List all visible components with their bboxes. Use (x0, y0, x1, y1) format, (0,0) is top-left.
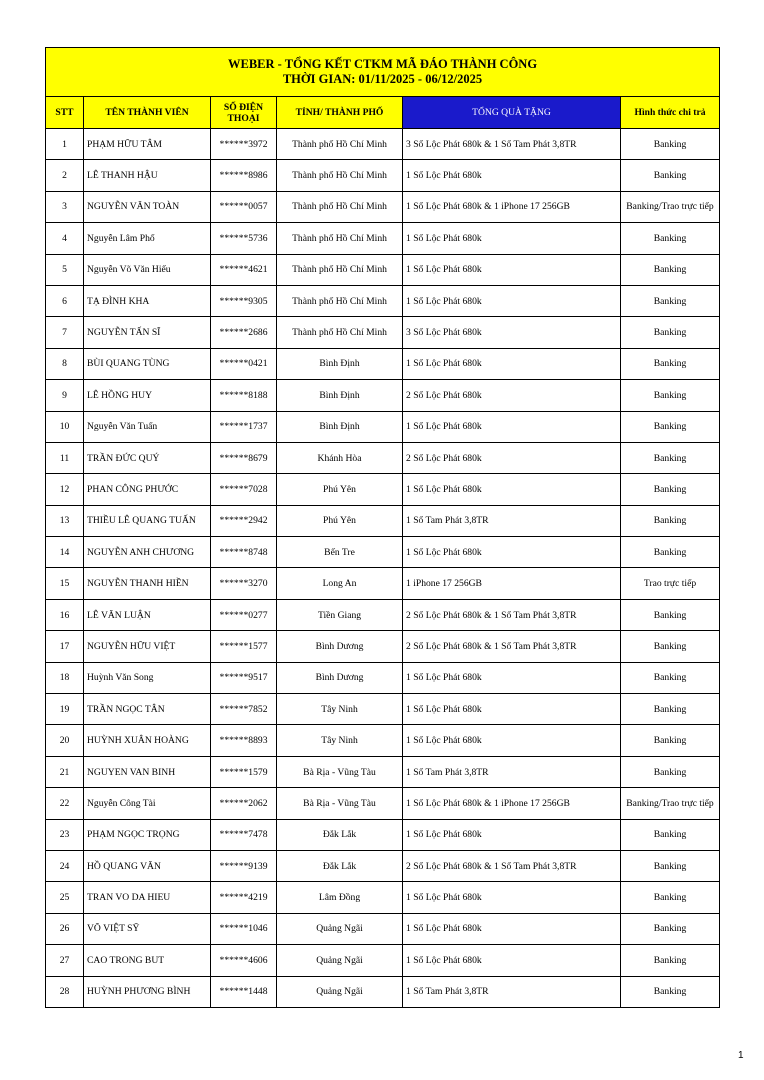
table-row (46, 882, 720, 913)
cell-payment: Banking (621, 976, 720, 1007)
cell-name: LÊ HỒNG HUY (84, 380, 211, 411)
cell-name: TRẦN NGỌC TÂN (84, 694, 211, 725)
cell-payment: Banking (621, 411, 720, 442)
table-row (46, 505, 720, 536)
cell-phone: ******0421 (211, 348, 277, 379)
cell-gift: 1 Sổ Lộc Phát 680k (403, 662, 621, 693)
cell-gift: 1 Sổ Lộc Phát 680k (403, 160, 621, 191)
cell-stt: 13 (46, 505, 84, 536)
cell-name: HUỲNH XUÂN HOÀNG (84, 725, 211, 756)
cell-name: TRẦN ĐỨC QUÝ (84, 442, 211, 473)
cell-stt: 22 (46, 788, 84, 819)
cell-phone: ******9305 (211, 285, 277, 316)
cell-name: PHAN CÔNG PHƯỚC (84, 474, 211, 505)
cell-stt: 1 (46, 129, 84, 160)
table-row (46, 913, 720, 944)
cell-phone: ******1577 (211, 631, 277, 662)
cell-province: Bến Tre (277, 537, 403, 568)
cell-payment: Banking (621, 348, 720, 379)
cell-gift: 2 Sổ Lộc Phát 680k & 1 Sổ Tam Phát 3,8TR (403, 631, 621, 662)
cell-phone: ******2942 (211, 505, 277, 536)
cell-payment: Banking (621, 505, 720, 536)
cell-province: Đắk Lắk (277, 850, 403, 881)
table-row (46, 631, 720, 662)
cell-phone: ******1579 (211, 756, 277, 787)
cell-name: NGUYỄN VĂN TOÀN (84, 191, 211, 222)
cell-stt: 12 (46, 474, 84, 505)
cell-gift: 1 Sổ Lộc Phát 680k & 1 iPhone 17 256GB (403, 788, 621, 819)
cell-gift: 2 Sổ Lộc Phát 680k (403, 442, 621, 473)
cell-phone: ******1448 (211, 976, 277, 1007)
cell-province: Quảng Ngãi (277, 913, 403, 944)
cell-province: Thành phố Hồ Chí Minh (277, 285, 403, 316)
cell-stt: 26 (46, 913, 84, 944)
table-row (46, 599, 720, 630)
cell-name: TRAN VO DA HIEU (84, 882, 211, 913)
cell-province: Bình Định (277, 380, 403, 411)
cell-gift: 2 Sổ Lộc Phát 680k & 1 Sổ Tam Phát 3,8TR (403, 850, 621, 881)
cell-province: Bình Dương (277, 631, 403, 662)
cell-payment: Banking/Trao trực tiếp (621, 191, 720, 222)
cell-stt: 3 (46, 191, 84, 222)
cell-payment: Banking (621, 850, 720, 881)
cell-province: Thành phố Hồ Chí Minh (277, 223, 403, 254)
cell-phone: ******2686 (211, 317, 277, 348)
cell-gift: 1 Sổ Lộc Phát 680k (403, 725, 621, 756)
header-stt: STT (46, 97, 84, 129)
cell-province: Phú Yên (277, 474, 403, 505)
header-payment: Hình thức chi trả (621, 97, 720, 129)
table-row (46, 348, 720, 379)
cell-name: BÙI QUANG TÙNG (84, 348, 211, 379)
cell-province: Long An (277, 568, 403, 599)
cell-payment: Banking (621, 380, 720, 411)
cell-province: Bình Định (277, 348, 403, 379)
cell-phone: ******9517 (211, 662, 277, 693)
table-row (46, 568, 720, 599)
cell-province: Quảng Ngãi (277, 945, 403, 976)
cell-province: Thành phố Hồ Chí Minh (277, 317, 403, 348)
cell-province: Bình Định (277, 411, 403, 442)
cell-name: PHẠM NGỌC TRỌNG (84, 819, 211, 850)
cell-phone: ******1737 (211, 411, 277, 442)
cell-gift: 1 Sổ Lộc Phát 680k (403, 694, 621, 725)
cell-name: Nguyễn Văn Tuấn (84, 411, 211, 442)
cell-name: NGUYỄN THANH HIỀN (84, 568, 211, 599)
cell-stt: 14 (46, 537, 84, 568)
title-line-1: WEBER - TỔNG KẾT CTKM MÃ ĐÁO THÀNH CÔNG (227, 57, 538, 71)
cell-gift: 2 Sổ Lộc Phát 680k & 1 Sổ Tam Phát 3,8TR (403, 599, 621, 630)
cell-stt: 25 (46, 882, 84, 913)
table-row (46, 474, 720, 505)
cell-stt: 10 (46, 411, 84, 442)
cell-gift: 1 Sổ Lộc Phát 680k (403, 285, 621, 316)
cell-payment: Banking (621, 474, 720, 505)
cell-payment: Banking (621, 819, 720, 850)
cell-gift: 1 Sổ Lộc Phát 680k (403, 223, 621, 254)
table-row (46, 223, 720, 254)
table-row (46, 254, 720, 285)
header-gift (403, 97, 621, 129)
cell-name: NGUYỄN ANH CHƯƠNG (84, 537, 211, 568)
cell-name: THIỀU LÊ QUANG TUẤN (84, 505, 211, 536)
cell-phone: ******4621 (211, 254, 277, 285)
table-row (46, 537, 720, 568)
cell-province: Thành phố Hồ Chí Minh (277, 160, 403, 191)
cell-phone: ******3270 (211, 568, 277, 599)
cell-payment: Banking (621, 913, 720, 944)
cell-stt: 15 (46, 568, 84, 599)
cell-name: LÊ VĂN LUẬN (84, 599, 211, 630)
cell-stt: 17 (46, 631, 84, 662)
cell-stt: 11 (46, 442, 84, 473)
cell-stt: 19 (46, 694, 84, 725)
cell-payment: Banking (621, 254, 720, 285)
cell-payment: Banking (621, 129, 720, 160)
table-row (46, 317, 720, 348)
table-row (46, 976, 720, 1007)
cell-phone: ******9139 (211, 850, 277, 881)
cell-phone: ******3972 (211, 129, 277, 160)
cell-gift: 1 Sổ Lộc Phát 680k (403, 537, 621, 568)
cell-phone: ******8986 (211, 160, 277, 191)
title-block (46, 48, 720, 97)
cell-name: VÕ VIỆT SỸ (84, 913, 211, 944)
table-row (46, 411, 720, 442)
cell-province: Thành phố Hồ Chí Minh (277, 191, 403, 222)
cell-province: Tiền Giang (277, 599, 403, 630)
table-row (46, 850, 720, 881)
cell-stt: 28 (46, 976, 84, 1007)
cell-province: Đắk Lắk (277, 819, 403, 850)
cell-gift: 1 Sổ Lộc Phát 680k (403, 819, 621, 850)
cell-payment: Banking (621, 223, 720, 254)
header-province: TỈNH/ THÀNH PHỐ (277, 97, 403, 129)
cell-name: PHẠM HỮU TÂM (84, 129, 211, 160)
cell-province: Bà Rịa - Vũng Tàu (277, 756, 403, 787)
table-row (46, 442, 720, 473)
cell-gift: 1 Sổ Lộc Phát 680k (403, 348, 621, 379)
cell-payment: Banking/Trao trực tiếp (621, 788, 720, 819)
cell-gift: 1 Sổ Lộc Phát 680k (403, 913, 621, 944)
cell-phone: ******1046 (211, 913, 277, 944)
cell-payment: Banking (621, 537, 720, 568)
cell-payment: Banking (621, 285, 720, 316)
table-row (46, 191, 720, 222)
cell-stt: 8 (46, 348, 84, 379)
table-row (46, 129, 720, 160)
cell-name: Nguyễn Công Tài (84, 788, 211, 819)
cell-stt: 18 (46, 662, 84, 693)
cell-stt: 9 (46, 380, 84, 411)
cell-name: NGUYỄN TẤN SĨ (84, 317, 211, 348)
page-number: 1 (738, 1050, 744, 1061)
table-body (46, 129, 720, 1008)
cell-gift: 1 Sổ Lộc Phát 680k (403, 882, 621, 913)
cell-province: Thành phố Hồ Chí Minh (277, 129, 403, 160)
table-row (46, 662, 720, 693)
cell-gift: 3 Sổ Lộc Phát 680k & 1 Sổ Tam Phát 3,8TR (403, 129, 621, 160)
cell-province: Tây Ninh (277, 725, 403, 756)
table-row (46, 819, 720, 850)
cell-phone: ******4606 (211, 945, 277, 976)
cell-gift: 1 Sổ Lộc Phát 680k (403, 254, 621, 285)
cell-name: Nguyễn Võ Văn Hiếu (84, 254, 211, 285)
cell-phone: ******8188 (211, 380, 277, 411)
cell-payment: Banking (621, 442, 720, 473)
cell-phone: ******8893 (211, 725, 277, 756)
cell-gift: 1 Sổ Lộc Phát 680k (403, 474, 621, 505)
cell-stt: 7 (46, 317, 84, 348)
table-row (46, 285, 720, 316)
cell-name: NGUYEN VAN BINH (84, 756, 211, 787)
cell-payment: Banking (621, 599, 720, 630)
cell-stt: 6 (46, 285, 84, 316)
results-sheet (45, 47, 719, 1008)
cell-phone: ******7852 (211, 694, 277, 725)
winners-table (45, 47, 720, 1008)
cell-payment: Banking (621, 882, 720, 913)
table-row (46, 694, 720, 725)
cell-name: HUỲNH PHƯƠNG BÌNH (84, 976, 211, 1007)
cell-gift: 1 Sổ Tam Phát 3,8TR (403, 505, 621, 536)
title-line-2: THỜI GIAN: 01/11/2025 - 06/12/2025 (282, 72, 483, 86)
header-name: TÊN THÀNH VIÊN (84, 97, 211, 129)
cell-province: Bà Rịa - Vũng Tàu (277, 788, 403, 819)
cell-province: Lâm Đồng (277, 882, 403, 913)
cell-name: Nguyễn Lâm Phố (84, 223, 211, 254)
cell-gift: 1 Sổ Tam Phát 3,8TR (403, 976, 621, 1007)
cell-payment: Banking (621, 725, 720, 756)
table-row (46, 725, 720, 756)
table-row (46, 380, 720, 411)
cell-payment: Banking (621, 160, 720, 191)
header-gift-label: TỔNG QUÀ TẶNG (472, 107, 551, 118)
cell-phone: ******7028 (211, 474, 277, 505)
cell-stt: 20 (46, 725, 84, 756)
cell-phone: ******0277 (211, 599, 277, 630)
cell-gift: 1 Sổ Tam Phát 3,8TR (403, 756, 621, 787)
cell-stt: 24 (46, 850, 84, 881)
cell-phone: ******7478 (211, 819, 277, 850)
cell-name: TẠ ĐÌNH KHA (84, 285, 211, 316)
table-row (46, 160, 720, 191)
cell-phone: ******0057 (211, 191, 277, 222)
cell-payment: Banking (621, 756, 720, 787)
cell-gift: 1 Sổ Lộc Phát 680k (403, 411, 621, 442)
cell-stt: 5 (46, 254, 84, 285)
cell-name: HỒ QUANG VĂN (84, 850, 211, 881)
table-header-row (46, 97, 720, 129)
table-row (46, 945, 720, 976)
cell-name: NGUYỄN HỮU VIỆT (84, 631, 211, 662)
cell-stt: 27 (46, 945, 84, 976)
cell-province: Bình Dương (277, 662, 403, 693)
cell-name: CAO TRONG BUT (84, 945, 211, 976)
cell-name: LÊ THANH HẬU (84, 160, 211, 191)
cell-payment: Banking (621, 662, 720, 693)
cell-payment: Banking (621, 945, 720, 976)
cell-name: Huỳnh Văn Song (84, 662, 211, 693)
cell-phone: ******4219 (211, 882, 277, 913)
cell-province: Phú Yên (277, 505, 403, 536)
cell-province: Thành phố Hồ Chí Minh (277, 254, 403, 285)
header-phone: SỐ ĐIỆN THOẠI (211, 97, 277, 129)
cell-province: Khánh Hòa (277, 442, 403, 473)
table-row (46, 788, 720, 819)
cell-phone: ******8679 (211, 442, 277, 473)
cell-gift: 2 Sổ Lộc Phát 680k (403, 380, 621, 411)
cell-stt: 4 (46, 223, 84, 254)
cell-stt: 2 (46, 160, 84, 191)
cell-phone: ******5736 (211, 223, 277, 254)
cell-payment: Trao trực tiếp (621, 568, 720, 599)
cell-province: Quảng Ngãi (277, 976, 403, 1007)
cell-gift: 1 iPhone 17 256GB (403, 568, 621, 599)
table-row (46, 756, 720, 787)
cell-phone: ******2062 (211, 788, 277, 819)
cell-stt: 23 (46, 819, 84, 850)
cell-phone: ******8748 (211, 537, 277, 568)
cell-gift: 1 Sổ Lộc Phát 680k & 1 iPhone 17 256GB (403, 191, 621, 222)
cell-payment: Banking (621, 694, 720, 725)
cell-gift: 3 Sổ Lộc Phát 680k (403, 317, 621, 348)
cell-stt: 16 (46, 599, 84, 630)
cell-payment: Banking (621, 631, 720, 662)
cell-gift: 1 Sổ Lộc Phát 680k (403, 945, 621, 976)
cell-payment: Banking (621, 317, 720, 348)
cell-province: Tây Ninh (277, 694, 403, 725)
cell-stt: 21 (46, 756, 84, 787)
